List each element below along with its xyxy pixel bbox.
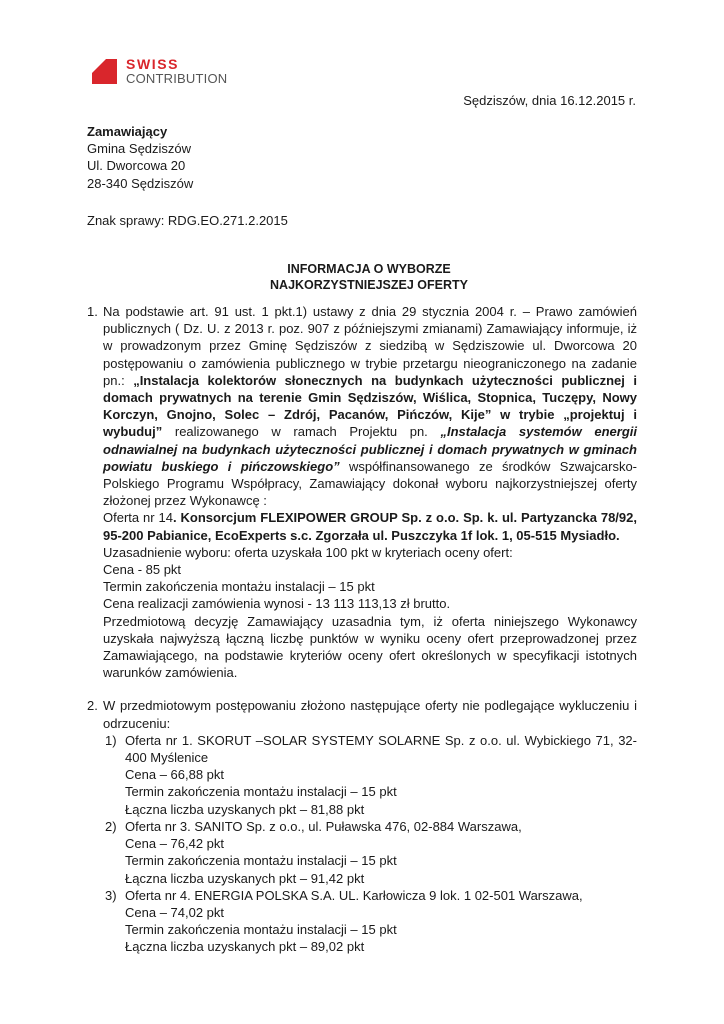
text-run: Na podstawie art. 91 ust. 1 pkt.1) ustawy z dnia 29 stycznia 2004 r. – Prawo zamówień publicznych ( Dz. U. z 2013 r. poz. 907 z późniejszymi zmianami) Zamawiający informuje, iż w prowadzonym przez Gminę Sędziszów z siedzibą w Sędziszowie ul. Dworcowa 20 postępowaniu o zamówienia publicznego w trybie przetargu nieograniczonego na zadanie pn.:	[103, 304, 637, 388]
offer-item-number: 3)	[105, 887, 117, 903]
offer-item-price: Cena – 74,02 pkt	[125, 904, 225, 920]
offer-item	[103, 818, 637, 887]
section-1-paragraph	[103, 303, 637, 509]
orderer-line: 28-340 Sędziszów	[87, 175, 194, 191]
text-run: realizowanego w ramach Projektu pn.	[162, 424, 441, 440]
offer-item-total: Łączna liczba uzyskanych pkt – 89,02 pkt	[125, 939, 365, 955]
orderer-line: Ul. Dworcowa 20	[87, 158, 186, 174]
orderer-block	[87, 123, 193, 192]
offer-item-total: Łączna liczba uzyskanych pkt – 81,88 pkt	[125, 801, 365, 817]
section-2	[87, 697, 637, 955]
section-1	[87, 303, 637, 681]
orderer-line: Gmina Sędziszów	[87, 141, 192, 157]
offer-item-title: Oferta nr 3. SANITO Sp. z o.o., ul. Puławska 476, 02-884 Warszawa,	[125, 818, 522, 834]
orderer-title: Zamawiający	[87, 124, 168, 139]
offer-item-term: Termin zakończenia montażu instalacji – 15 pkt	[125, 853, 397, 869]
term-points: Termin zakończenia montażu instalacji – 15 pkt	[103, 579, 375, 595]
section-number: 1.	[87, 304, 98, 319]
offer-item-title: Oferta nr 4. ENERGIA POLSKA S.A. UL. Karłowicza 9 lok. 1 02-501 Warszawa,	[125, 887, 583, 903]
contract-value: Cena realizacji zamówienia wynosi - 13 113 113,13 zł brutto.	[103, 596, 451, 612]
winning-offer	[103, 509, 637, 543]
text-run: współfinansowanego ze środków Szwajcarsko-Polskiego Programu Współpracy, Zamawiający dokonał wyboru najkorzystniejszej oferty złożonej przez Wykonawcę :	[103, 458, 637, 509]
heading-line: NAJKORZYSTNIEJSZEJ OFERTY	[270, 277, 468, 292]
offer-item-title: Oferta nr 1. SKORUT –SOLAR SYSTEMY SOLARNE Sp. z o.o. ul. Wybickiego 71, 32-400 Myślenice	[125, 732, 637, 766]
heading-line: INFORMACJA O WYBORZE	[287, 262, 451, 276]
task-name: „Instalacja kolektorów słonecznych na budynkach użyteczności publicznej i domach prywatnych na terenie Gmin Sędziszów, Wiślica, Stopnica, Tuczępy, Nowy Korczyn, Gnojno, Solec – Zdrój, Pacanów, Pińczów, Kije” w trybie „projektuj i wybuduj”	[103, 372, 637, 440]
price-points: Cena - 85 pkt	[103, 562, 182, 578]
offer-item	[103, 732, 637, 818]
logo-word-swiss: SWISS	[126, 56, 180, 72]
offer-contractor: . Konsorcjum FLEXIPOWER GROUP Sp. z o.o. Sp. k. ul. Partyzancka 78/92, 95-200 Pabianice, EcoExperts s.c. Zgorzała ul. Puszczyka 1f lok. 1, 05-515 Mysiadło.	[103, 510, 637, 543]
case-number: Znak sprawy: RDG.EO.271.2.2015	[87, 213, 288, 228]
offer-item-price: Cena – 76,42 pkt	[125, 836, 225, 852]
numbered-list	[87, 303, 637, 972]
decision-justification: Przedmiotową decyzję Zamawiający uzasadnia tym, iż oferta niniejszego Wykonawcy uzyskała najwyższą łączną liczbę punktów w wyniku oceny ofert przeprowadzonej przez Zamawiającego, na podstawie kryteriów oceny ofert określonych w specyfikacji istotnych warunków zamówienia.	[103, 613, 637, 681]
document-date: Sędziszów, dnia 16.12.2015 r.	[463, 93, 636, 108]
offer-item-price: Cena – 66,88 pkt	[125, 767, 225, 783]
offer-number: Oferta nr 14	[103, 510, 173, 526]
offer-item-term: Termin zakończenia montażu instalacji – 15 pkt	[125, 922, 397, 938]
offer-item-number: 1)	[105, 732, 117, 748]
section-number: 2.	[87, 698, 98, 714]
swiss-flag-icon	[92, 59, 117, 84]
section-2-intro: W przedmiotowym postępowaniu złożono następujące oferty nie podlegające wykluczeniu i odrzuceniu:	[103, 698, 637, 731]
offer-item-number: 2)	[105, 818, 117, 834]
offer-item	[103, 887, 637, 956]
offer-item-total: Łączna liczba uzyskanych pkt – 91,42 pkt	[125, 870, 365, 886]
swiss-contribution-logo	[92, 58, 242, 88]
justification: Uzasadnienie wyboru: oferta uzyskała 100 pkt w kryteriach oceny ofert:	[103, 544, 513, 560]
offer-item-term: Termin zakończenia montażu instalacji – 15 pkt	[125, 784, 397, 800]
project-name: „Instalacja systemów energii odnawialnej na budynkach użyteczności publicznej i domach prywatnych w gminach powiatu buskiego i pińczowskiego”	[103, 424, 637, 474]
document-heading	[0, 262, 724, 293]
logo-word-contribution: CONTRIBUTION	[126, 71, 228, 86]
